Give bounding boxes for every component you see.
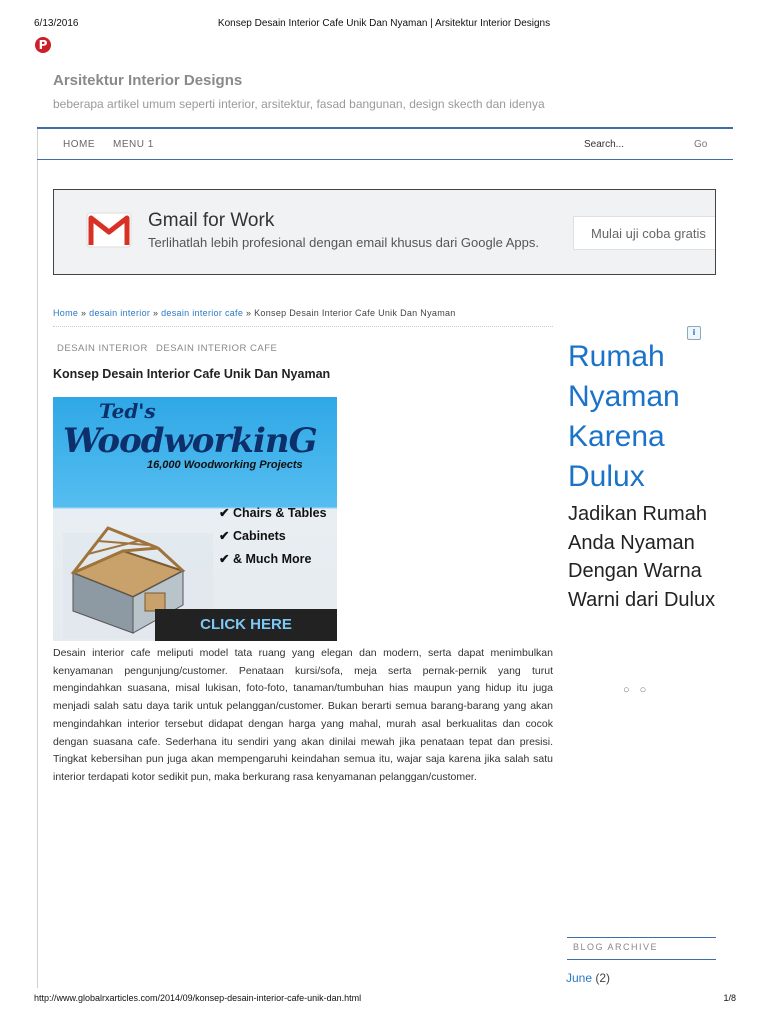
check-icon: ✔ [219,529,230,543]
pinterest-icon[interactable]: P [35,37,51,53]
search-input[interactable] [584,135,684,153]
sidebar-ad-body[interactable]: Jadikan Rumah Anda Nyaman Dengan Warna Warni dari Dulux [568,503,716,611]
post-label-desain-interior-cafe[interactable]: DESAIN INTERIOR CAFE [156,343,278,354]
breadcrumb-divider [53,326,553,327]
breadcrumb-desain-interior-cafe-link[interactable]: desain interior cafe [161,308,244,318]
woodworking-ad-count: 16,000 Woodworking Projects [147,459,303,471]
site-description: beberapa artikel umum seperti interior, arsitektur, fasad bangunan, design skecth dan idenya [53,97,545,111]
blog-archive-heading: BLOG ARCHIVE [573,942,659,952]
post-label-desain-interior[interactable]: DESAIN INTERIOR [57,343,148,354]
sidebar-ad-headline[interactable]: Rumah Nyaman Karena Dulux [568,340,680,493]
woodworking-ad-item-label: & Much More [232,552,312,566]
breadcrumb-separator: » [81,308,87,318]
breadcrumb-separator: » [153,308,159,318]
print-url: http://www.globalrxarticles.com/2014/09/konsep-desain-interior-cafe-unik-dan.html [34,993,362,1003]
nav-bottom-border [37,159,733,160]
woodworking-ad-item-label: Chairs & Tables [232,506,327,520]
gmail-ad-subtitle: Terlihatlah lebih profesional dengan email khusus dari Google Apps. [148,235,539,250]
woodworking-ad-item [219,551,311,566]
print-page-number: 1/8 [723,993,736,1003]
gmail-logo-icon [86,212,132,248]
post-body: Desain interior cafe meliputi model tata ruang yang elegan dan modern, serta dapat menimbulkan kenyamanan pengunjung/customer. Penataan kursi/sofa, meja serta pernak-pernik yang turut mengindahkan suasana, misal lukisan, foto-foto, tanaman/tumbuhan hias maupun yang hidup itu juga menjadi salah satu daya tarik untuk pelanggan/customer. Bukan berarti semua barang-barang yang akan mengindahkan interior tersebut didapat dengan harga yang mahal, murah asal berkualitas dan cocok dengan suasana cafe. Sederhana itu sendiri yang akan dinilai mewah jika penataan tepat dan presisi. Tingkat kebersihan pun juga akan mempengaruhi keindahan semua itu, wajar saja karena jika salah satu interior terdapati kotor sedikit pun, maka berkurang rasa kenyamanan pelanggan/customer. [53,647,553,783]
breadcrumb-home-link[interactable]: Home [53,308,79,318]
woodworking-ad-item [219,505,327,520]
archive-month-link[interactable]: June [566,971,593,985]
gmail-ad-cta-button[interactable]: Mulai uji coba gratis [573,216,716,250]
gmail-ad-title: Gmail for Work [148,210,275,231]
archive-month-count: (2) [595,971,611,985]
breadcrumb-current: Konsep Desain Interior Cafe Unik Dan Nyaman [254,308,456,318]
woodworking-ad-item-label: Cabinets [232,529,286,543]
content-left-border [37,128,38,988]
gmail-ad-banner[interactable] [53,189,716,275]
breadcrumb-separator: » [245,308,252,318]
print-page-title: Konsep Desain Interior Cafe Unik Dan Nyaman | Arsitektur Interior Designs [217,18,551,29]
check-icon: ✔ [219,552,230,566]
carousel-dots[interactable]: ○○ [623,684,657,696]
check-icon: ✔ [219,506,230,520]
print-date: 6/13/2016 [34,18,79,29]
nav-top-border [37,127,733,129]
site-title[interactable]: Arsitektur Interior Designs [53,72,243,89]
nav-menu1-link[interactable]: MENU 1 [113,139,154,150]
breadcrumb-desain-interior-link[interactable]: desain interior [89,308,151,318]
nav-home-link[interactable]: HOME [63,139,95,150]
breadcrumb [53,308,456,318]
woodworking-ad-title: WoodworkinG [63,421,317,461]
archive-top-border [567,937,716,938]
woodworking-ad-teds: Ted's [99,399,156,423]
archive-month-item [566,971,610,985]
woodworking-ad-item [219,528,286,543]
woodworking-ad-banner[interactable] [53,397,337,641]
archive-bottom-border [567,959,716,960]
woodworking-ad-click-button[interactable]: CLICK HERE [155,609,337,641]
ad-info-icon[interactable]: i [687,326,701,340]
search-go-button[interactable]: Go [694,139,708,150]
post-title[interactable]: Konsep Desain Interior Cafe Unik Dan Nyaman [53,367,331,381]
